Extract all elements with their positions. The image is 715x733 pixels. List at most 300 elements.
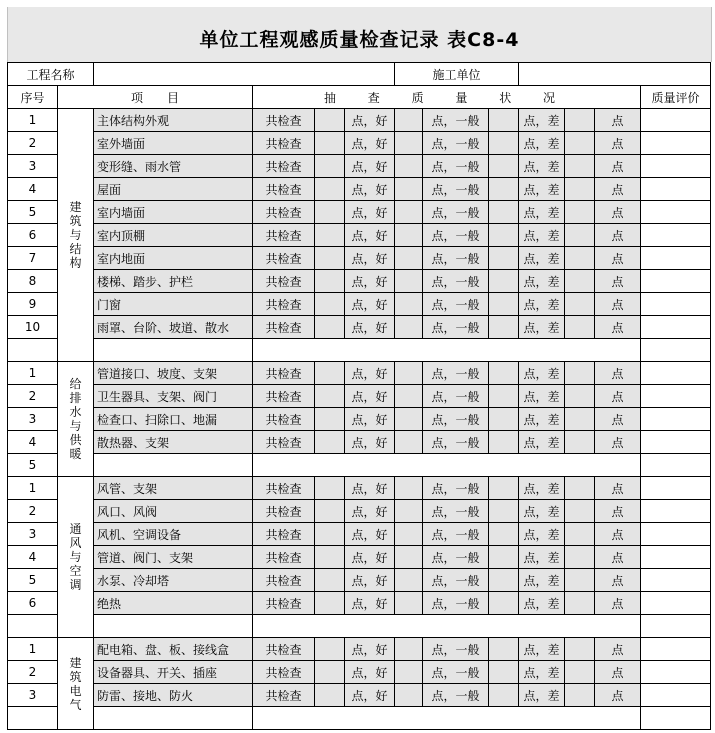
total-checked-count[interactable] — [315, 178, 345, 201]
row-evaluation[interactable] — [641, 178, 711, 201]
row-item: 风管、支架 — [94, 477, 253, 500]
point-label: 点 — [595, 316, 641, 339]
general-count[interactable] — [489, 592, 519, 615]
poor-label: 点，差 — [519, 684, 565, 707]
good-count[interactable] — [395, 523, 423, 546]
row-evaluation[interactable] — [641, 638, 711, 661]
row-item: 屋面 — [94, 178, 253, 201]
row-evaluation[interactable] — [641, 546, 711, 569]
project-name-label: 工程名称 — [8, 63, 94, 86]
table-row — [8, 132, 711, 155]
row-seq: 6 — [8, 224, 58, 247]
total-checked-count[interactable] — [315, 592, 345, 615]
row-evaluation[interactable] — [641, 132, 711, 155]
total-checked-count[interactable] — [315, 569, 345, 592]
poor-count[interactable] — [565, 109, 595, 132]
total-checked-count[interactable] — [315, 293, 345, 316]
poor-count[interactable] — [565, 500, 595, 523]
good-count[interactable] — [395, 224, 423, 247]
point-label: 点 — [595, 178, 641, 201]
general-count[interactable] — [489, 132, 519, 155]
total-checked-count[interactable] — [315, 661, 345, 684]
form-title: 单位工程观感质量检查记录 表C8-4 — [199, 29, 520, 51]
poor-count[interactable] — [565, 201, 595, 224]
total-checked-count[interactable] — [315, 500, 345, 523]
good-count[interactable] — [395, 109, 423, 132]
point-label: 点 — [595, 408, 641, 431]
good-count[interactable] — [395, 155, 423, 178]
poor-count[interactable] — [565, 132, 595, 155]
total-checked-label: 共检查 — [253, 247, 315, 270]
poor-count[interactable] — [565, 546, 595, 569]
poor-label: 点，差 — [519, 293, 565, 316]
total-checked-label: 共检查 — [253, 431, 315, 454]
row-item: 门窗 — [94, 293, 253, 316]
general-label: 点，一般 — [423, 477, 489, 500]
point-label: 点 — [595, 132, 641, 155]
general-label: 点，一般 — [423, 638, 489, 661]
good-count[interactable] — [395, 592, 423, 615]
row-seq: 4 — [8, 178, 58, 201]
poor-count[interactable] — [565, 270, 595, 293]
total-checked-label: 共检查 — [253, 592, 315, 615]
good-count[interactable] — [395, 408, 423, 431]
row-evaluation[interactable] — [641, 362, 711, 385]
poor-count[interactable] — [565, 431, 595, 454]
row-item: 风口、风阀 — [94, 500, 253, 523]
point-label: 点 — [595, 293, 641, 316]
good-label: 点，好 — [345, 661, 395, 684]
total-checked-label: 共检查 — [253, 684, 315, 707]
table-row — [8, 454, 711, 477]
row-evaluation[interactable] — [641, 592, 711, 615]
general-count[interactable] — [489, 431, 519, 454]
good-count[interactable] — [395, 178, 423, 201]
total-checked-count[interactable] — [315, 247, 345, 270]
general-count[interactable] — [489, 224, 519, 247]
row-item: 设备器具、开关、插座 — [94, 661, 253, 684]
good-count[interactable] — [395, 546, 423, 569]
row-evaluation[interactable] — [641, 661, 711, 684]
good-count[interactable] — [395, 293, 423, 316]
table-row — [8, 638, 711, 661]
good-count[interactable] — [395, 362, 423, 385]
table-row — [8, 661, 711, 684]
row-item: 风机、空调设备 — [94, 523, 253, 546]
poor-count[interactable] — [565, 247, 595, 270]
general-label: 点，一般 — [423, 592, 489, 615]
general-count[interactable] — [489, 477, 519, 500]
total-checked-count[interactable] — [315, 546, 345, 569]
poor-count[interactable] — [565, 385, 595, 408]
good-count[interactable] — [395, 661, 423, 684]
group-label — [58, 362, 94, 477]
general-count[interactable] — [489, 362, 519, 385]
total-checked-count[interactable] — [315, 224, 345, 247]
general-count[interactable] — [489, 155, 519, 178]
poor-count[interactable] — [565, 569, 595, 592]
poor-label: 点，差 — [519, 178, 565, 201]
general-count[interactable] — [489, 569, 519, 592]
table-row — [8, 477, 711, 500]
row-evaluation[interactable] — [641, 684, 711, 707]
point-label: 点 — [595, 569, 641, 592]
good-count[interactable] — [395, 132, 423, 155]
point-label: 点 — [595, 592, 641, 615]
quality-evaluation-header: 质量评价 — [641, 86, 711, 109]
row-evaluation[interactable] — [641, 707, 711, 730]
row-status-blank — [253, 454, 641, 477]
point-label: 点 — [595, 201, 641, 224]
total-checked-label: 共检查 — [253, 523, 315, 546]
table-row — [8, 201, 711, 224]
table-row — [8, 339, 711, 362]
total-checked-label: 共检查 — [253, 178, 315, 201]
general-count[interactable] — [489, 385, 519, 408]
good-count[interactable] — [395, 684, 423, 707]
row-seq: 4 — [8, 546, 58, 569]
poor-label: 点，差 — [519, 385, 565, 408]
general-label: 点，一般 — [423, 362, 489, 385]
poor-label: 点，差 — [519, 247, 565, 270]
project-name-field[interactable] — [94, 63, 395, 86]
general-label: 点，一般 — [423, 500, 489, 523]
poor-label: 点，差 — [519, 362, 565, 385]
good-count[interactable] — [395, 316, 423, 339]
row-evaluation[interactable] — [641, 569, 711, 592]
table-row — [8, 109, 711, 132]
row-item — [94, 615, 253, 638]
total-checked-count[interactable] — [315, 316, 345, 339]
general-count[interactable] — [489, 201, 519, 224]
row-evaluation[interactable] — [641, 477, 711, 500]
total-checked-count[interactable] — [315, 523, 345, 546]
row-evaluation[interactable] — [641, 293, 711, 316]
group-name: 建筑与结构 — [69, 200, 82, 270]
general-label: 点，一般 — [423, 431, 489, 454]
row-item: 水泵、冷却塔 — [94, 569, 253, 592]
good-label: 点，好 — [345, 316, 395, 339]
general-label: 点，一般 — [423, 385, 489, 408]
row-seq: 4 — [8, 431, 58, 454]
table-row — [8, 431, 711, 454]
inspection-table — [7, 62, 711, 730]
row-status-blank — [253, 615, 641, 638]
good-label: 点，好 — [345, 201, 395, 224]
row-item: 散热器、支架 — [94, 431, 253, 454]
poor-label: 点，差 — [519, 661, 565, 684]
total-checked-label: 共检查 — [253, 569, 315, 592]
row-evaluation[interactable] — [641, 385, 711, 408]
total-checked-label: 共检查 — [253, 224, 315, 247]
good-count[interactable] — [395, 477, 423, 500]
row-item: 检查口、扫除口、地漏 — [94, 408, 253, 431]
row-seq: 7 — [8, 247, 58, 270]
row-item: 管道、阀门、支架 — [94, 546, 253, 569]
general-count[interactable] — [489, 523, 519, 546]
table-row — [8, 316, 711, 339]
poor-count[interactable] — [565, 523, 595, 546]
good-label: 点，好 — [345, 247, 395, 270]
general-count[interactable] — [489, 270, 519, 293]
poor-count[interactable] — [565, 684, 595, 707]
good-label: 点，好 — [345, 638, 395, 661]
row-seq: 2 — [8, 132, 58, 155]
good-count[interactable] — [395, 431, 423, 454]
good-label: 点，好 — [345, 178, 395, 201]
row-evaluation[interactable] — [641, 316, 711, 339]
table-row — [8, 362, 711, 385]
row-evaluation[interactable] — [641, 339, 711, 362]
table-row — [8, 247, 711, 270]
total-checked-label: 共检查 — [253, 270, 315, 293]
point-label: 点 — [595, 270, 641, 293]
project-info-row — [8, 63, 711, 86]
row-item: 配电箱、盘、板、接线盒 — [94, 638, 253, 661]
row-seq: 8 — [8, 270, 58, 293]
general-count[interactable] — [489, 638, 519, 661]
row-evaluation[interactable] — [641, 408, 711, 431]
row-seq: 9 — [8, 293, 58, 316]
row-evaluation[interactable] — [641, 247, 711, 270]
general-label: 点，一般 — [423, 316, 489, 339]
point-label: 点 — [595, 385, 641, 408]
total-checked-label: 共检查 — [253, 408, 315, 431]
row-evaluation[interactable] — [641, 155, 711, 178]
row-seq: 2 — [8, 661, 58, 684]
row-item — [94, 339, 253, 362]
table-row — [8, 155, 711, 178]
row-seq: 2 — [8, 500, 58, 523]
row-item: 绝热 — [94, 592, 253, 615]
table-row — [8, 178, 711, 201]
general-count[interactable] — [489, 408, 519, 431]
total-checked-count[interactable] — [315, 431, 345, 454]
total-checked-count[interactable] — [315, 109, 345, 132]
row-item: 室内地面 — [94, 247, 253, 270]
good-label: 点，好 — [345, 362, 395, 385]
row-item — [94, 707, 253, 730]
general-label: 点，一般 — [423, 247, 489, 270]
point-label: 点 — [595, 638, 641, 661]
table-row — [8, 270, 711, 293]
good-label: 点，好 — [345, 500, 395, 523]
general-count[interactable] — [489, 247, 519, 270]
column-header-row — [8, 86, 711, 109]
total-checked-count[interactable] — [315, 362, 345, 385]
total-checked-count[interactable] — [315, 408, 345, 431]
row-evaluation[interactable] — [641, 201, 711, 224]
general-count[interactable] — [489, 293, 519, 316]
row-seq: 3 — [8, 155, 58, 178]
good-label: 点，好 — [345, 431, 395, 454]
table-row — [8, 592, 711, 615]
row-item: 室内墙面 — [94, 201, 253, 224]
total-checked-count[interactable] — [315, 132, 345, 155]
poor-count[interactable] — [565, 178, 595, 201]
general-label: 点，一般 — [423, 109, 489, 132]
row-item: 卫生器具、支架、阀门 — [94, 385, 253, 408]
group-name: 建筑电气 — [69, 655, 82, 712]
row-evaluation[interactable] — [641, 500, 711, 523]
row-seq: 1 — [8, 477, 58, 500]
poor-count[interactable] — [565, 362, 595, 385]
poor-count[interactable] — [565, 293, 595, 316]
row-seq: 3 — [8, 408, 58, 431]
general-label: 点，一般 — [423, 408, 489, 431]
good-label: 点，好 — [345, 132, 395, 155]
row-evaluation[interactable] — [641, 615, 711, 638]
row-seq: 5 — [8, 569, 58, 592]
table-row — [8, 293, 711, 316]
row-seq: 2 — [8, 385, 58, 408]
poor-label: 点，差 — [519, 638, 565, 661]
point-label: 点 — [595, 155, 641, 178]
general-label: 点，一般 — [423, 661, 489, 684]
good-label: 点，好 — [345, 408, 395, 431]
poor-label: 点，差 — [519, 224, 565, 247]
good-label: 点，好 — [345, 270, 395, 293]
general-count[interactable] — [489, 661, 519, 684]
row-status-blank — [253, 339, 641, 362]
good-count[interactable] — [395, 247, 423, 270]
row-seq: 5 — [8, 454, 58, 477]
poor-count[interactable] — [565, 408, 595, 431]
general-count[interactable] — [489, 684, 519, 707]
general-label: 点，一般 — [423, 523, 489, 546]
table-row — [8, 684, 711, 707]
row-seq: 1 — [8, 362, 58, 385]
total-checked-count[interactable] — [315, 270, 345, 293]
row-evaluation[interactable] — [641, 523, 711, 546]
inspection-grid — [7, 62, 711, 730]
contractor-field[interactable] — [519, 63, 711, 86]
poor-label: 点，差 — [519, 155, 565, 178]
general-label: 点，一般 — [423, 293, 489, 316]
good-count[interactable] — [395, 270, 423, 293]
total-checked-label: 共检查 — [253, 132, 315, 155]
total-checked-count[interactable] — [315, 385, 345, 408]
poor-label: 点，差 — [519, 408, 565, 431]
poor-count[interactable] — [565, 592, 595, 615]
good-label: 点，好 — [345, 385, 395, 408]
row-item: 主体结构外观 — [94, 109, 253, 132]
group-name: 给排水与供暖 — [69, 377, 82, 461]
row-seq — [8, 707, 58, 730]
poor-label: 点，差 — [519, 132, 565, 155]
table-row — [8, 569, 711, 592]
total-checked-label: 共检查 — [253, 638, 315, 661]
total-checked-count[interactable] — [315, 684, 345, 707]
total-checked-count[interactable] — [315, 638, 345, 661]
good-count[interactable] — [395, 500, 423, 523]
total-checked-count[interactable] — [315, 201, 345, 224]
point-label: 点 — [595, 109, 641, 132]
point-label: 点 — [595, 431, 641, 454]
row-item: 雨罩、台阶、坡道、散水 — [94, 316, 253, 339]
general-count[interactable] — [489, 316, 519, 339]
good-count[interactable] — [395, 385, 423, 408]
good-label: 点，好 — [345, 155, 395, 178]
row-seq — [8, 615, 58, 638]
table-row — [8, 615, 711, 638]
point-label: 点 — [595, 500, 641, 523]
table-row — [8, 546, 711, 569]
total-checked-label: 共检查 — [253, 546, 315, 569]
poor-count[interactable] — [565, 638, 595, 661]
point-label: 点 — [595, 477, 641, 500]
good-label: 点，好 — [345, 523, 395, 546]
point-label: 点 — [595, 546, 641, 569]
row-seq: 10 — [8, 316, 58, 339]
poor-count[interactable] — [565, 155, 595, 178]
row-seq — [8, 339, 58, 362]
table-row — [8, 408, 711, 431]
general-label: 点，一般 — [423, 155, 489, 178]
poor-count[interactable] — [565, 477, 595, 500]
good-label: 点，好 — [345, 477, 395, 500]
good-label: 点，好 — [345, 546, 395, 569]
row-evaluation[interactable] — [641, 431, 711, 454]
inspection-status-header: 抽 查 质 量 状 况 — [253, 86, 641, 109]
group-label — [58, 109, 94, 362]
table-row — [8, 523, 711, 546]
poor-count[interactable] — [565, 224, 595, 247]
general-label: 点，一般 — [423, 684, 489, 707]
good-count[interactable] — [395, 638, 423, 661]
general-count[interactable] — [489, 178, 519, 201]
row-evaluation[interactable] — [641, 270, 711, 293]
point-label: 点 — [595, 247, 641, 270]
total-checked-label: 共检查 — [253, 661, 315, 684]
group-name: 通风与空调 — [69, 522, 82, 592]
point-label: 点 — [595, 224, 641, 247]
total-checked-count[interactable] — [315, 155, 345, 178]
row-evaluation[interactable] — [641, 454, 711, 477]
general-label: 点，一般 — [423, 178, 489, 201]
point-label: 点 — [595, 523, 641, 546]
contractor-label: 施工单位 — [395, 63, 519, 86]
poor-count[interactable] — [565, 661, 595, 684]
total-checked-label: 共检查 — [253, 477, 315, 500]
general-count[interactable] — [489, 500, 519, 523]
row-item: 室外墙面 — [94, 132, 253, 155]
good-label: 点，好 — [345, 224, 395, 247]
group-label — [58, 638, 94, 730]
poor-label: 点，差 — [519, 270, 565, 293]
seq-header: 序号 — [8, 86, 58, 109]
table-row — [8, 385, 711, 408]
group-label — [58, 477, 94, 638]
row-evaluation[interactable] — [641, 224, 711, 247]
poor-count[interactable] — [565, 316, 595, 339]
poor-label: 点，差 — [519, 592, 565, 615]
total-checked-count[interactable] — [315, 477, 345, 500]
general-count[interactable] — [489, 109, 519, 132]
poor-label: 点，差 — [519, 569, 565, 592]
good-count[interactable] — [395, 569, 423, 592]
general-label: 点，一般 — [423, 546, 489, 569]
row-seq: 1 — [8, 638, 58, 661]
total-checked-label: 共检查 — [253, 316, 315, 339]
good-label: 点，好 — [345, 569, 395, 592]
general-count[interactable] — [489, 546, 519, 569]
table-row — [8, 707, 711, 730]
row-evaluation[interactable] — [641, 109, 711, 132]
row-status-blank — [253, 707, 641, 730]
good-count[interactable] — [395, 201, 423, 224]
general-label: 点，一般 — [423, 569, 489, 592]
